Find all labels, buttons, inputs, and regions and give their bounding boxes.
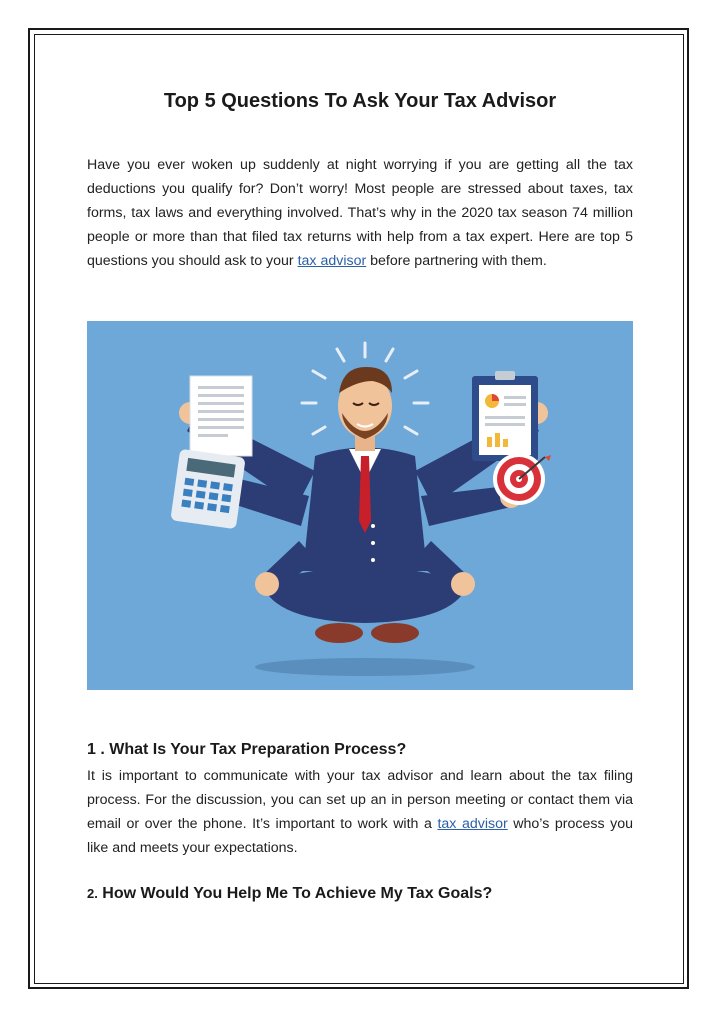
- hero-illustration: [87, 321, 633, 690]
- page-title: Top 5 Questions To Ask Your Tax Advisor: [163, 90, 557, 112]
- tax-advisor-link[interactable]: tax advisor: [297, 253, 367, 269]
- section-2-number: 2.: [87, 886, 98, 901]
- section-1-heading: 1 . What Is Your Tax Preparation Process?: [87, 741, 407, 758]
- document-icon: [190, 376, 252, 456]
- section-2-title: How Would You Help Me To Achieve My Tax Goals?: [97, 885, 493, 902]
- section-1-text-end: who’s process you like and meets your expectations.: [87, 816, 633, 856]
- tax-advisor-link-2[interactable]: tax advisor: [437, 816, 508, 832]
- calculator-icon: [170, 449, 245, 529]
- clipboard-icon: [472, 371, 538, 461]
- intro-text: Have you ever woken up suddenly at night worrying if you are getting all the tax deductions you qualify for? Don’t worry! Most people are stressed about taxes, tax forms, tax laws and everything involved. That’s why in the 2020 tax season 74 million people or more than that filed tax returns with help from a tax expert. Here are top 5 questions you should ask to your: [87, 157, 633, 269]
- intro-text-end: before partnering with them.: [366, 253, 547, 269]
- section-2-heading: [87, 885, 492, 903]
- section-1-text: It is important to communicate with your tax advisor and learn about the tax filing process. For the discussion, you can set up an in person meeting or contact them via email or over the phone. It’s important to work with a: [87, 768, 633, 832]
- section-1-paragraph: [87, 764, 633, 860]
- intro-paragraph: [87, 153, 633, 273]
